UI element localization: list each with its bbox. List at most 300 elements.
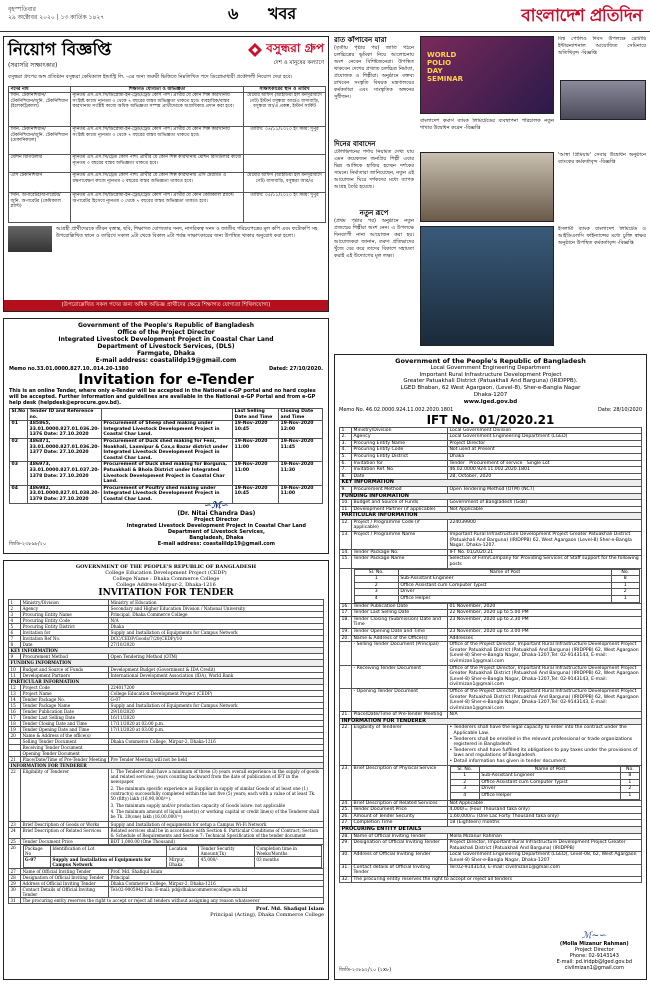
row-number: 30 xyxy=(9,887,21,898)
row-number: 7 xyxy=(9,636,21,642)
row-label: Eligibility of Tenderer xyxy=(21,769,109,821)
row-label: Procuring Entity Code xyxy=(352,447,448,454)
post-cell: 1 xyxy=(611,582,639,589)
row-number: 4. xyxy=(340,447,352,454)
table-header xyxy=(23,845,321,856)
row-number: 23 xyxy=(9,821,21,827)
lged-signatory: (Molla Mizanur Rahman) xyxy=(559,941,629,947)
row-label: Date xyxy=(352,473,448,480)
last-selling-date: 19-Nov-2020 10:45 xyxy=(233,421,279,439)
service-table-cell xyxy=(448,765,642,800)
post-cell: 1 xyxy=(611,596,639,603)
section-heading: FUNDING INFORMATION xyxy=(340,493,642,500)
package-value: 03 months xyxy=(254,857,321,868)
package-col: Tender Security Amount(Tk) xyxy=(199,845,255,856)
row-value: 17/11/2020 at 03:00 p.m. xyxy=(109,726,324,732)
row-number: 3 xyxy=(9,612,21,618)
photo-meeting xyxy=(420,152,554,222)
dls-tender-table xyxy=(9,408,323,504)
post-cell: 8 xyxy=(611,576,639,583)
row-number: 24 xyxy=(9,827,21,838)
office-address: Office of the Project Director, Important Rural Infrastructure Development Project Greater Patuakhali District (Patuakhali And Barguna) (IRIDPPB) 62, West Agargaon (Level-8) Sher-e-Bangla Nagar, Dhaka-1207,Tel: 02-9143143, E-mail: civilmizan1@gmail.com xyxy=(448,688,642,711)
row-value: Not used at Present xyxy=(448,447,642,454)
row-label: Invitation Ref No. xyxy=(21,636,109,642)
row-number: 16 xyxy=(9,708,21,714)
post-name: সিনি. টেকনিশিয়ান/টেকনিশিয়ান/জুনি. টেকনিশিয়ান (ইলেকট্রিক্যাল) xyxy=(9,93,71,127)
news-headline: রাত কাঁপাবেন যারা xyxy=(334,36,387,44)
post-requirement: ন্যূনতম এস.এস.সি/ডিপ্লোমা-ইন-ট্রেড/ট্রেড কোর্স পাশ। প্রার্থীর যে কোন কেমিক্যাল প্ল্যান্টে অপারেটর হিসেবে ন্যূনতম ৩ থেকে ৭ বছরের বাস্তব অভিজ্ঞতা থাকতে হবে। xyxy=(71,193,244,223)
post-cell: 2 xyxy=(354,582,398,589)
posts-table xyxy=(354,569,640,603)
row-sl: 03 xyxy=(10,462,28,485)
interview-place: মেমোর অফিস (আইডিয়া হল মনসূরাবাদে গেট) বাসাবাড়ি, বসুন্ধরা আর/এ xyxy=(244,173,326,193)
post-cell: Office Helper xyxy=(398,596,611,603)
row-label: Tender Package No. xyxy=(352,549,448,556)
row-number: 24. xyxy=(340,800,352,807)
row-cell: N/A xyxy=(448,712,642,719)
row-value: 29/10/2020 xyxy=(109,708,324,714)
section-heading-row xyxy=(340,480,642,487)
row-value: Project Director, Important Rural Infrastructure Development Project Greater Patuakhali District (Patuakhali And Barguna) (IRIDPPB) xyxy=(448,840,642,852)
dls-title: Invitation for e-Tender xyxy=(78,372,254,388)
row-value: Supply and Installation of equipments for setup a Campus Wi-Fi Network xyxy=(109,821,324,827)
eligibility-item: 2. The minimum specific experience as Supplier in supply of similar Goods of at least one (1) contract(s) successfully completed within the last five (5) years; each with a value of at least Tk. 50 (fifty) lakh (16,90,000/=). xyxy=(110,785,316,802)
service-cell: 4 xyxy=(450,793,479,800)
row-label: Contact Details of Official Inviting Tender xyxy=(21,887,109,898)
post-name: মেশিন রিগিউলার xyxy=(9,155,71,173)
col-req: শিক্ষাগত যোগ্যতা ও অভিজ্ঞতা xyxy=(71,86,244,93)
table-row xyxy=(354,596,639,603)
office-row xyxy=(340,665,642,688)
row-number: 31 xyxy=(9,898,21,904)
row-label: Invitation Ref. No. xyxy=(352,467,448,474)
table-row xyxy=(9,193,326,223)
row-value: 17/11/2020 at 02:00 p.m. xyxy=(109,720,324,726)
row-label: Completion Time xyxy=(352,820,448,827)
dls-sign-dept: Department of Livestock Services, xyxy=(167,529,265,535)
row-label: The procuring entity reserves the right to accept or reject all tenders xyxy=(352,876,642,883)
table-row xyxy=(340,532,642,550)
table-row xyxy=(9,173,326,193)
news-paragraph: (তৃতীয় পৃষ্ঠার পর) জাতি গঠনে চলচ্চিত্রের ভূমিকা নিয়ে আলোচনায় অংশ নেবেন বিশিষ্টজনেরা। উপস্থিত থাকবেন দেশের প্রখ্যাত চলচ্চিত্র নির্মাতা, প্রযোজক ও শিল্পীরা। অনুষ্ঠানে বক্তব্য রাখবেন সংস্কৃতি বিষয়ক মন্ত্রণালয়ের কর্মকর্তারা এবং সাংস্কৃতিক অঙ্গনের সুধীজন। xyxy=(334,45,414,100)
tender-id: 485865, 33.01.0000.827.01.036.20-1376 Date: 27.10.2020 xyxy=(29,421,100,438)
row-label: Development Partner (if applicable) xyxy=(352,506,448,513)
row-number: 28. xyxy=(340,833,352,840)
row-label: Procuring Entity Name xyxy=(21,612,109,618)
photo-bank-event xyxy=(560,80,646,120)
eligibility-item: 3. The minimum supply and/or production capacity of Goods is/are: not applicable xyxy=(110,802,286,808)
cedp-line-1: GOVERNMENT OF THE PEOPLE'S REPUBLIC OF BANGLADESH xyxy=(75,564,257,570)
news-paragraph: টেলিভিশনের পর্দায় নিয়মিত দেখা যায় এমন কয়েকজন জনপ্রিয় শিল্পী এবার ভিন্ন আঙ্গিকে হাজির হচ্ছেন দর্শকের সামনে। নির্মাতারা জানিয়েছেন, নতুন এই আয়োজন ঘিরে দর্শকদের মধ্যে ব্যাপক আগ্রহ তৈরি হয়েছে। xyxy=(334,149,414,190)
bashundhara-logo xyxy=(247,40,324,60)
table-row xyxy=(340,852,642,864)
section-heading: INFORMATION FOR TENDERER xyxy=(340,718,642,725)
table-row xyxy=(340,610,642,617)
row-label: Project Name xyxy=(21,690,109,696)
row-label: Name of Official Inviting Tender xyxy=(21,869,109,875)
row-number: 28 xyxy=(9,875,21,881)
section-heading: INFORMATION FOR TENDERER xyxy=(9,763,324,769)
row-value: International Development Association (IDA), World Bank xyxy=(109,672,324,678)
row-value: 23 November, 2020 up to 2.30 PM xyxy=(448,616,642,628)
dls-sign-project: Integrated Livestock Development Project in Coastal Char Land xyxy=(126,523,306,529)
service-col: Name of Post xyxy=(479,766,620,773)
lged-gd-code: জিডি-২৩৮৯২/২০ (২x৮) xyxy=(339,967,392,973)
row-value: Open Tendering Method (OTM) xyxy=(109,654,324,660)
row-number: 25. xyxy=(340,807,352,814)
post-requirement: ন্যূনতম এস.এস.সি/ট্রেড কোর্স পাশ। প্রার্থীর যে কোন শিল্প কারখানায় মেশিন রিগিউলার কাজে ন্যূনতম ৩ বছরের বাস্তব অভিজ্ঞতা থাকতে হবে। xyxy=(71,155,244,173)
table-row xyxy=(354,576,639,583)
row-label: Address of Official Inviting Tender xyxy=(352,852,448,864)
row-value: G-07 xyxy=(109,696,324,702)
package-value: Supply and Installation of Equipments for Campus Network xyxy=(50,857,167,868)
eligibility-row xyxy=(9,769,324,821)
table-row xyxy=(9,898,324,904)
interview-place xyxy=(244,155,326,173)
row-number: 9 xyxy=(9,654,21,660)
row-value: Project Director xyxy=(448,440,642,447)
row-value: 22 November, 2020 up to 5.00 PM xyxy=(448,610,642,617)
eligibility-item: • Tenderers shall have fulfilled its obligations to pay taxes under the provisions of laws and regulations of Bangladesh. xyxy=(449,747,638,759)
row-number: 18 xyxy=(9,720,21,726)
post-name: সিনি. অপারেটর/অপারেটর/জুনি. অপারেটর (কেমিক্যাল প্ল্যান্ট) xyxy=(9,193,71,223)
row-number: 21 xyxy=(9,757,21,763)
table-row xyxy=(450,793,639,800)
row-value: 46.02.0000.924.11.002.2020.1801 xyxy=(448,467,642,474)
row-value: 23 November, 2020 up to 3.00 PM xyxy=(448,628,642,635)
office-address: Office of the Project Director, Important Rural Infrastructure Development Project Greater Patuakhali District (Patuakhali And Barguna) (IRIDPPB) 62, West Agargaon (Level-8) Sher-e-Bangla Nagar, Dhaka-1207,Tel: 02-9143143, E-mail: civilmizan1@gmail.com xyxy=(448,665,642,688)
row-cell: Invitation for xyxy=(352,460,448,467)
col-last-selling: Last Selling Date and Time xyxy=(233,409,279,421)
office-address: Office of the Project Director, Important Rural Infrastructure Development Project Greater Patuakhali District (Patuakhali And Barguna) (IRIDPPB) 62, West Agargaon (Level-8) Sher-e-Bangla Nagar, Dhaka-1207,Tel: 02-9143143, E-mail: civilmizan1@gmail.com xyxy=(448,642,642,665)
package-col: Identification of Lot xyxy=(50,845,167,856)
row-label: Ministry/Division xyxy=(352,427,448,434)
table-row xyxy=(340,807,642,814)
row-number: 1 xyxy=(9,600,21,606)
row-number: 20. xyxy=(340,635,352,642)
table-header xyxy=(354,569,639,576)
row-label: Project / Programme Name xyxy=(352,532,448,550)
table-row xyxy=(340,460,642,467)
row-label: Name & Address of the office(s) xyxy=(21,733,109,739)
lged-memo: Memo No. 46.02.0000.924.11.002.2020.1801 xyxy=(339,406,454,413)
table-row xyxy=(340,500,642,507)
row-number: 26. xyxy=(340,813,352,820)
table-row xyxy=(340,800,642,807)
invitation-detail xyxy=(448,460,642,467)
row-number: 13 xyxy=(9,690,21,696)
row-number: 16. xyxy=(340,603,352,610)
row-label: Procurement Method xyxy=(21,654,109,660)
table-row xyxy=(10,438,323,461)
row-value: Tel:02-9143143, E-mail: civilmizan1@gmail.com xyxy=(448,864,642,876)
cedp-title: INVITATION FOR TENDER xyxy=(98,588,234,598)
row-label: Tender Closing (Submission) Date and Time xyxy=(352,616,448,628)
row-label: Tender Package Name xyxy=(21,702,109,708)
physical-service-row xyxy=(340,765,642,800)
dls-email: E-mail address: coastalildp19@gmail.com xyxy=(95,357,237,364)
row-label: The procuring entity reserves the right to accept or reject all tenders without assigning any reason whatsoever xyxy=(21,898,324,904)
row-number: 18. xyxy=(340,616,352,628)
invitation-lot: Single Lot xyxy=(526,460,550,466)
eligibility-item: • Tenderers shall have the legal capacity to enter into the contract under the Applicable Law. xyxy=(449,725,627,737)
row-number: 6 xyxy=(9,630,21,636)
row-number: 15. xyxy=(340,556,352,568)
lged-sign-email-2: civilmizan1@gmail.com xyxy=(564,965,624,971)
row-number: 25 xyxy=(9,838,21,844)
row-label: Invitation for xyxy=(21,630,109,636)
tender-description: Procurement of Duck shed making for Feni, Noakhali, Laxmipur & Cox,s Bazar district under Integrated Livestock Development Project in Coastal Char Land. xyxy=(101,438,232,461)
row-value: Dhaka Commerce College, Mirpur-2, Dhaka-1216 xyxy=(109,881,324,887)
posts-col: No. xyxy=(611,569,639,576)
row-value: Selection of Firm/Company for Providing Services of Staff support for the following posts xyxy=(448,556,642,568)
row-label: Contact details of Official Inviting Tender xyxy=(352,864,448,876)
row-value: 1,60,000/= (One Lac Forty Thousand taka only) xyxy=(448,813,642,820)
brand-name: বসুন্ধরা গ্রুপ xyxy=(266,41,324,55)
table-row xyxy=(450,786,639,793)
eligibility-item: • Tenderers shall be enrolled in the relevant professional or trade organizations registered in Bangladesh. xyxy=(449,736,633,748)
table-row xyxy=(340,833,642,840)
post-cell: 1 xyxy=(354,576,398,583)
row-number: 22 xyxy=(9,769,21,821)
row-value: DCC/CEDP/Goods/7/20(CEDP)/10 xyxy=(109,636,324,642)
row-label: Amount of Tender Security xyxy=(352,813,448,820)
post-name: সিনি. টেকনিশিয়ান/টেকনিশিয়ান/জুনি. টেকনিশিয়ান (মেকানিক্যাল) xyxy=(9,127,71,155)
post-cell: 4 xyxy=(354,596,398,603)
cedp-line-2: College Education Development Project (CEDP) xyxy=(105,570,227,576)
tender-description: Procurement of Sheep shed making under Integrated Livestock Development Project in Coastal Char Land. xyxy=(101,421,232,439)
row-number: 7. xyxy=(340,467,352,474)
row-value: Principal xyxy=(109,875,324,881)
section-heading-row xyxy=(340,493,642,500)
row-number: 3. xyxy=(340,440,352,447)
row-number: 30. xyxy=(340,852,352,864)
service-table xyxy=(450,766,640,800)
row-value: Tel:02-9005942 Fax: E-mail: pd@dhakacommercecollege.edu.bd xyxy=(109,887,324,898)
row-label: Tender Last Selling Date xyxy=(21,714,109,720)
row-sl: 02 xyxy=(10,438,28,461)
row-value: Molla Mizanur Rahman xyxy=(448,833,642,840)
row-label: Brief Description of Goods or Works xyxy=(21,821,109,827)
table-row xyxy=(450,773,639,780)
table-row xyxy=(340,440,642,447)
photo-caption: 'আস্থা প্রিমিয়াম' সেবার উদ্বোধন অনুষ্ঠানে ব্যাংকের কর্মকর্তাবৃন্দ -বিজ্ঞপ্তি xyxy=(558,152,646,165)
table-row xyxy=(23,857,321,868)
col-sl: Sl.No xyxy=(10,409,28,421)
table-row xyxy=(340,840,642,852)
row-number: 27. xyxy=(340,820,352,827)
row-value: Development Budget (Government & IDA Credit) xyxy=(109,666,324,672)
tender-description: Procurement of Duck shed making for Borguna, Patuakhali & Bhola District under Integrated Livestock Development Project in Coastal Char Land. xyxy=(101,462,232,485)
row-label: Agency xyxy=(352,434,448,441)
row-number: 29 xyxy=(9,881,21,887)
row-number xyxy=(340,642,352,665)
row-value: Dhaka xyxy=(448,453,642,460)
row-number: 17 xyxy=(9,714,21,720)
table-row xyxy=(340,556,642,568)
row-number: 23. xyxy=(340,765,352,800)
post-cell: Office Assistant cum Computer Typist xyxy=(398,582,611,589)
row-value: Related services shall be in accordance with Section 6. Particular Conditions of Contract, Section 6: Schedule of Requirements and Section 7: Technical Specification of the tender document xyxy=(109,827,324,838)
row-number: 11. xyxy=(340,506,352,513)
row-label: Name & Address of the Office(s) xyxy=(352,635,448,642)
newspaper-logo: বাংলাদেশ প্রতিদিন xyxy=(521,6,642,26)
col-tender-id: Tender ID and Reference no. xyxy=(28,409,102,421)
closing-date: 19-Nov-2020 11:00 xyxy=(279,485,323,503)
row-label: Designation of Official Inviting Tender xyxy=(352,840,448,852)
posts-col: Name of Post xyxy=(398,569,611,576)
row-label: Procuring Entity District xyxy=(352,453,448,460)
row-value: Open Tendering Method (OTM) (NCT) xyxy=(448,486,642,493)
table-row xyxy=(340,876,642,883)
last-selling-date: 19-Nov-2020 10:45 xyxy=(233,485,279,503)
cedp-table xyxy=(8,599,324,904)
service-cell: 1 xyxy=(450,773,479,780)
row-cell: 6. xyxy=(340,460,352,467)
dls-line-2: Office of the Project Director xyxy=(117,329,215,336)
lged-line-6: Dhaka-1207 xyxy=(473,391,508,398)
lged-signature: ℳ~∽ xyxy=(581,931,607,941)
dls-signatory: (Dr. Nitai Chandra Das) xyxy=(177,510,256,517)
row-value: Not Applicable xyxy=(448,800,642,807)
dls-sign-location: Bangladesh, Dhaka xyxy=(189,535,244,541)
row-number: 5 xyxy=(9,624,21,630)
row-number: 12 xyxy=(9,684,21,690)
posts-col: Sl. No. xyxy=(354,569,398,576)
office-label: - Receiving Tender Document xyxy=(352,665,448,688)
table-row xyxy=(340,519,642,531)
table-row xyxy=(340,616,642,628)
last-selling-date: 19-Nov-2020 11:00 xyxy=(233,438,279,461)
row-label: Tender Package Name xyxy=(352,556,448,568)
row-label: Project Code xyxy=(21,684,109,690)
service-cell: 8 xyxy=(621,773,639,780)
row-number xyxy=(340,568,352,603)
row-number: 27 xyxy=(9,869,21,875)
office-row xyxy=(340,642,642,665)
package-col: Location xyxy=(167,845,199,856)
row-number: 19 xyxy=(9,726,21,732)
table-row xyxy=(354,589,639,596)
row-number xyxy=(340,688,352,711)
eligibility-list xyxy=(448,725,642,765)
news-subheadline: নতুন রূপে xyxy=(359,209,389,217)
dls-body: This is an online Tender, where only e-Tender will be accepted in the National e-GP portal and no hard copies will be accepted. Further information and guidelines are available in the National e-GP Portal and from e-GP help desk (helpdesk@eprocure.gov.bd). xyxy=(9,388,316,406)
row-value: N/A xyxy=(109,618,324,624)
table-row xyxy=(450,779,639,786)
post-name: এসি টেকনিশিয়ান xyxy=(9,173,71,193)
row-number: 4 xyxy=(9,618,21,624)
row-value: Dhaka Commerce College, Mirpur-2, Dhaka-1216 xyxy=(109,739,324,745)
row-number: 17. xyxy=(340,610,352,617)
lged-title: IFT No. 01/2020.21 xyxy=(426,412,555,427)
row-number: 1. xyxy=(340,427,352,434)
interview-place: তারিখ: ০৫/১১/২০২০ ইং সময়: দুপুর xyxy=(244,193,326,223)
row-value: 224039900 xyxy=(448,519,642,531)
news-subheadline: দিনের বাবাদেন xyxy=(334,140,376,148)
package-value: Mirpur, Dhaka xyxy=(167,857,199,868)
lged-line-5: LGED Bhaban, 62 West Agargaon, (Level-8), Sher-e-Bangla Nagar xyxy=(400,385,581,392)
table-row xyxy=(340,434,642,441)
row-label: Tender Package No. xyxy=(21,696,109,702)
posts-table-cell xyxy=(352,568,642,603)
table-header xyxy=(9,86,326,93)
package-table-cell xyxy=(21,844,324,868)
row-sl: 01 xyxy=(10,421,28,439)
row-label: Opening Tender Document xyxy=(21,751,109,757)
invitation-procurement: Procurement of service xyxy=(469,460,523,466)
row-label: Selling Tender Document xyxy=(21,739,109,745)
row-label: Ministry/Division xyxy=(21,600,109,606)
eligibility-item: 1. The Tenderer shall have a minimum of three (3) years overall experience in the supply of goods and related services; years counting backward from the date of publication of IFT in the newspaper. xyxy=(110,769,320,785)
row-label: Project / Programme Code (if applicable) xyxy=(352,519,448,531)
section-heading-row xyxy=(340,513,642,520)
row-value: Important Rural Infrastructure Development Project Greater Patuakhali District (Patuakhali And Barguna) (IRIDPPB) 62, West Agargaon (Level-8) Sher-e-Bangla Nagar, Dhaka-1207. xyxy=(448,532,642,550)
photo-caption: বিশ্ব পোলিও দিবস উপলক্ষে রোটারি ইন্টারন্যাশনাল আয়োজিত সেমিনারে অতিথিবৃন্দ -বিজ্ঞপ্তি xyxy=(558,36,646,56)
post-requirement: ন্যূনতম এস.এস.সি/ডিপ্লোমা-ইন-ট্রেড/ট্রেড কোর্স পাশ। প্রার্থীর যে কোন শিল্প কারখানায় সংশ্লিষ্ট কাজে ন্যূনতম ৩ থেকে ৭ বছরের বাস্তব অভিজ্ঞতা থাকতে হবে। ব্যবহারিক/বাস্তব কারখানায় সংশ্লিষ্ট কাজে অধিক অভিজ্ঞতা সম্পন্ন প্রার্থীদেরকে অগ্রাধিকার প্রদান করা হবে। xyxy=(71,93,244,127)
dls-line-4: Department of Livestock Services, (DLS) xyxy=(97,343,235,350)
lged-line-3: Important Rural Infrastructure Development Project xyxy=(419,371,562,378)
section-heading: PARTICULAR INFORMATION xyxy=(9,678,324,684)
row-label: Tender Document Price xyxy=(21,838,109,844)
row-value: 01 November, 2020 xyxy=(448,603,642,610)
last-selling-date: 19-Nov-2020 11:00 xyxy=(233,462,279,485)
lged-line-4: Greater Patuakhali District (Patuakhali And Barguna) (IRIDPPB). xyxy=(403,378,578,385)
photo-polio-seminar xyxy=(420,36,554,114)
col-place: সাক্ষাৎকারের স্থান ও তারিখ xyxy=(244,86,326,93)
package-table xyxy=(23,845,322,868)
photo-islami-bank xyxy=(420,226,554,346)
row-value: Secondary and Higher Education Division / National University xyxy=(109,606,324,612)
row-value: IFT No. 01/2020.21 xyxy=(448,549,642,556)
post-requirement: ন্যূনতম এস.এস.সি/ডিপ্লোমা-ইন-ট্রেড/ট্রেড কোর্স পাশ। প্রার্থীর যে কোন শিল্প কারখানায় সংশ্লিষ্ট কাজে ন্যূনতম ৩ থেকে ৭ বছরের বাস্তব অভিজ্ঞতা থাকতে হবে। xyxy=(71,127,244,155)
row-value: Local Government Division xyxy=(448,427,642,434)
photo-caption: বাংলাদেশ কমার্স ব্যাংক লিমিটেডের ব্যবস্থাপনা পরিচালক নতুন শাখার উদ্বোধন করেন -বিজ্ঞপ্তি xyxy=(420,118,554,131)
section-heading: PARTICULAR INFORMATION xyxy=(340,513,642,520)
table-row xyxy=(340,453,642,460)
post-requirement: ন্যূনতম এস.এস.সি/ট্রেড কোর্স পাশ। প্রার্থীর যে কোন শিল্প কারখানায় এসি মেরামত ও রক্ষণাবেক্ষণ কাজে ন্যূনতম ৩ বছরের বাস্তব অভিজ্ঞতা থাকতে হবে। xyxy=(71,173,244,193)
package-col: Completion time in Weeks/Months xyxy=(254,845,321,856)
interview-place: মেমোর অফিস (আইডিয়া হল মনসূরাবাদে গেট) ইস্টার্ন বসুন্ধরা আর/এ বাসাবাড়ি, বসুন্ধরা আ/এ প্রকল্প, ইস্টার্ন সার্কিট xyxy=(244,93,326,127)
dls-sign-email: E-mail address: coastalildp19@gmail.com xyxy=(157,541,275,547)
table-row xyxy=(9,93,326,127)
row-label: Budget and Source of Funds xyxy=(21,666,109,672)
row-number: 11 xyxy=(9,672,21,678)
row-value: Addresses xyxy=(448,635,642,642)
lged-sign-phone: Phone: 02-9143143 xyxy=(569,953,619,959)
brand-tagline: দেশ ও মানুষের কল্যাণে xyxy=(273,60,324,66)
row-value: 224017200 xyxy=(109,684,324,690)
row-number: 22. xyxy=(340,725,352,765)
service-cell: Sub-Assistant Engineer xyxy=(479,773,620,780)
table-header xyxy=(450,766,639,773)
tender-id: 486871, 33.01.0000.827.01.036.20-1377 Date: 27.10.2020 xyxy=(28,438,102,461)
row-label: Budget and Source of Funds xyxy=(352,500,448,507)
lged-date: Date: 28/10/2020 xyxy=(597,406,642,413)
tender-description: Procurement of Poultry shed making under Integrated Livestock Development Project in Coastal Char Land. xyxy=(101,485,232,503)
cedp-signatory: Prof. Md. Shafiqul Islam xyxy=(255,906,324,913)
ad-subtitle: (সরাসরি সাক্ষাৎকার) xyxy=(8,62,58,69)
row-label: Procuring Entity District xyxy=(21,624,109,630)
row-label: Procuring Entity Code xyxy=(21,618,109,624)
section-heading-row xyxy=(340,826,642,833)
row-value: BDT 1,000.00 (One Thousand) xyxy=(109,838,324,844)
row-label: Tender Publication Date xyxy=(21,708,109,714)
table-row xyxy=(10,462,323,485)
lged-sign-email: E-mail: pd.iridpb@lged.gov.bd xyxy=(556,959,632,965)
row-label: Procuring Entity Name xyxy=(352,440,448,447)
package-col: Package No xyxy=(23,845,50,856)
